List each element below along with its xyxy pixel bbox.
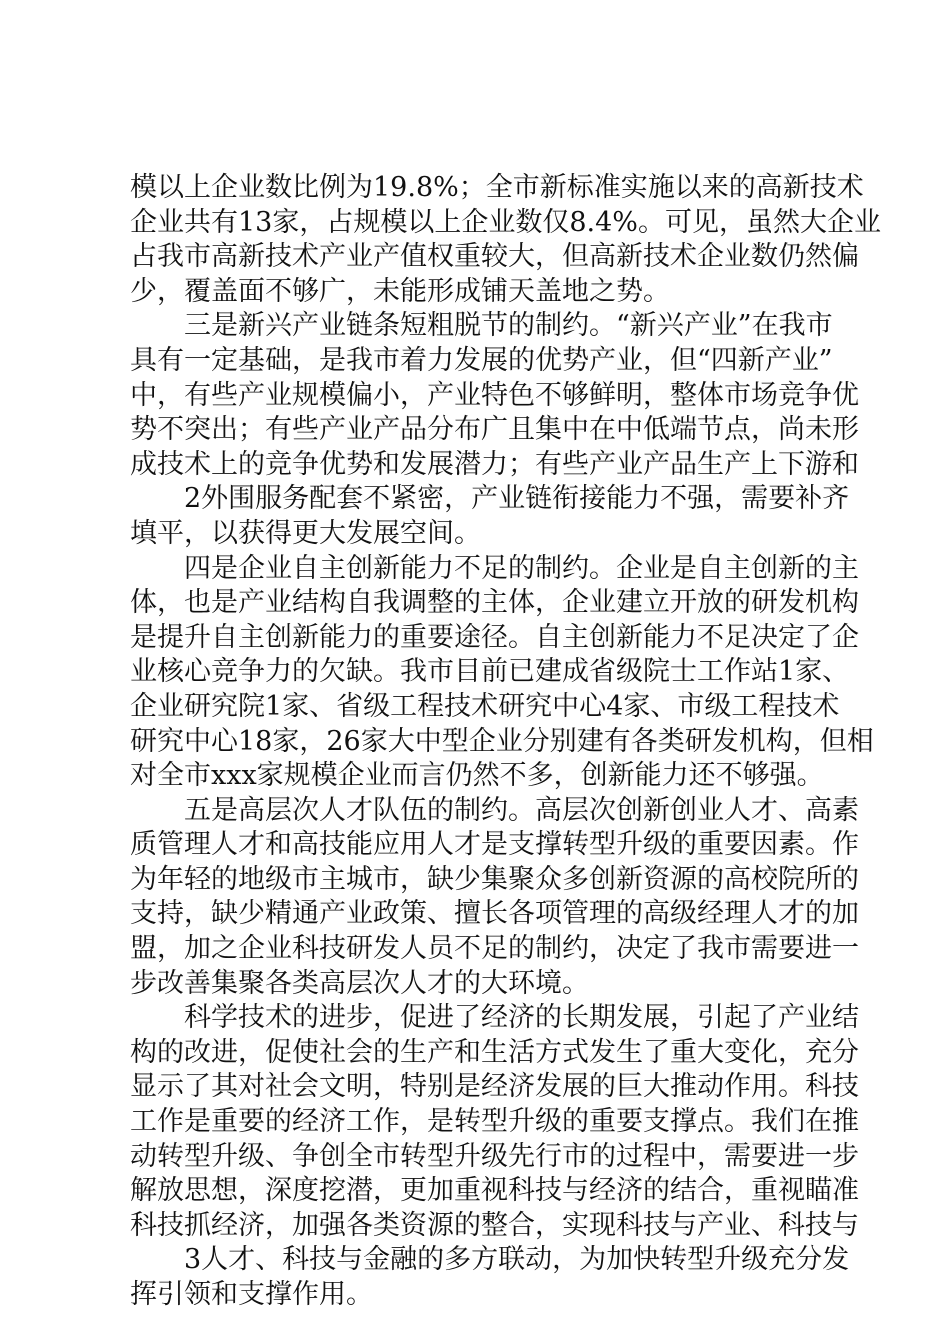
text-line: 企业研究院1家、省级工程技术研究中心4家、市级工程技术 <box>130 690 840 722</box>
text-line: 四是企业自主创新能力不足的制约。企业是自主创新的主 <box>184 552 859 584</box>
text-line: 对全市xxx家规模企业而言仍然不多，创新能力还不够强。 <box>130 760 824 792</box>
text-line: 动转型升级、争创全市转型升级先行市的过程中，需要进一步 <box>130 1140 859 1172</box>
text-line: 挥引领和支撑作用。 <box>130 1279 373 1310</box>
text-line: 成技术上的竞争优势和发展潜力；有些产业产品生产上下游和 <box>130 448 859 480</box>
text-line: 模以上企业数比例为19.8%；全市新标准实施以来的高新技术 <box>130 172 864 203</box>
text-line: 研究中心18家，26家大中型企业分别建有各类研发机构，但相 <box>130 725 874 757</box>
text-line: 科学技术的进步，促进了经济的长期发展，引起了产业结 <box>184 1002 859 1034</box>
text-line: 是提升自主创新能力的重要途径。自主创新能力不足决定了企 <box>130 621 859 653</box>
text-line: 为年轻的地级市主城市，缺少集聚众多创新资源的高校院所的 <box>130 863 859 895</box>
text-line: 填平，以获得更大发展空间。 <box>130 517 481 549</box>
text-line: 势不突出；有些产业产品分布广且集中在中低端节点，尚未形 <box>130 414 859 446</box>
text-line: 少，覆盖面不够广，未能形成铺天盖地之势。 <box>130 275 670 307</box>
text-line: 具有一定基础，是我市着力发展的优势产业，但“四新产业” <box>130 344 833 376</box>
text-line: 中，有些产业规模偏小，产业特色不够鲜明，整体市场竞争优 <box>130 379 859 411</box>
text-line: 企业共有13家，占规模以上企业数仅8.4%。可见，虽然大企业 <box>130 206 881 238</box>
text-line: 工作是重要的经济工作，是转型升级的重要支撑点。我们在推 <box>130 1106 859 1138</box>
text-line: 业核心竞争力的欠缺。我市目前已建成省级院士工作站1家、 <box>130 656 850 688</box>
text-line: 支持，缺少精通产业政策、擅长各项管理的高级经理人才的加 <box>130 898 859 930</box>
text-line: 显示了其对社会文明，特别是经济发展的巨大推动作用。科技 <box>130 1071 859 1103</box>
text-line: 占我市高新技术产业产值权重较大，但高新技术企业数仍然偏 <box>130 241 859 273</box>
text-line: 体，也是产业结构自我调整的主体，企业建立开放的研发机构 <box>130 587 859 619</box>
text-line: 3人才、科技与金融的多方联动，为加快转型升级充分发 <box>184 1244 850 1276</box>
text-line: 构的改进，促使社会的生产和生活方式发生了重大变化，充分 <box>130 1036 859 1068</box>
text-line: 科技抓经济，加强各类资源的整合，实现科技与产业、科技与 <box>130 1209 859 1241</box>
text-line: 解放思想，深度挖潜，更加重视科技与经济的结合，重视瞄准 <box>130 1175 859 1207</box>
text-line: 五是高层次人才队伍的制约。高层次创新创业人才、高素 <box>184 794 859 826</box>
text-line: 质管理人才和高技能应用人才是支撑转型升级的重要因素。作 <box>130 829 859 861</box>
text-line: 2外围服务配套不紧密，产业链衔接能力不强，需要补齐 <box>184 483 850 515</box>
document-body <box>130 171 881 1313</box>
text-line: 三是新兴产业链条短粗脱节的制约。“新兴产业”在我市 <box>184 310 833 342</box>
text-line: 步改善集聚各类高层次人才的大环境。 <box>130 967 589 999</box>
text-line: 盟，加之企业科技研发人员不足的制约，决定了我市需要进一 <box>130 933 859 965</box>
